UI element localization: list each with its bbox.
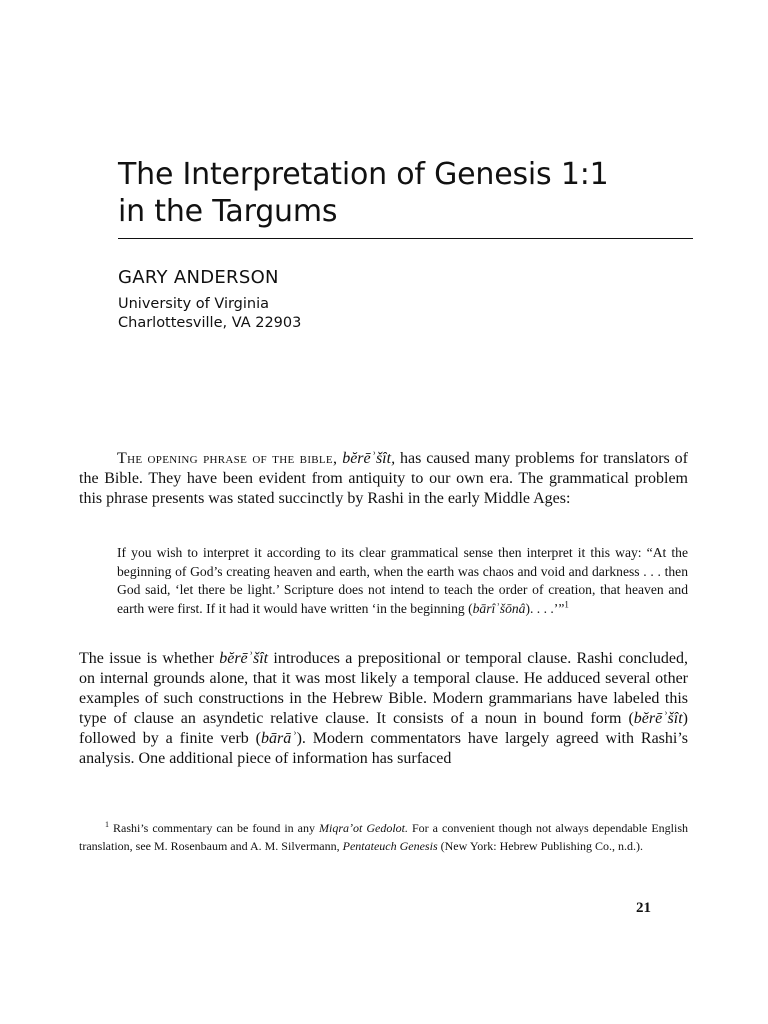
paragraph-text: ) followed by a finite verb (	[79, 710, 688, 747]
article-title	[118, 156, 698, 230]
second-paragraph	[79, 649, 688, 769]
hebrew-term: bĕrēʾšît	[219, 650, 269, 667]
title-line-2: in the Targums	[118, 194, 338, 229]
author-affiliation	[118, 295, 301, 333]
paragraph-text: The issue is whether	[79, 650, 220, 667]
rashi-block-quote	[117, 544, 688, 618]
hebrew-term: bĕrēʾšît,	[342, 450, 396, 467]
hebrew-term: bĕrēʾšît	[633, 710, 683, 727]
opening-smallcaps: The opening phrase of the bible,	[117, 450, 338, 467]
title-rule	[118, 238, 693, 239]
footnote-text: (New York: Hebrew Publishing Co., n.d.).	[437, 838, 643, 853]
footnote-italic-title: Miqraʼot Gedolot.	[319, 821, 408, 835]
footnote-italic-title: Pentateuch Genesis	[342, 838, 438, 853]
title-line-1: The Interpretation of Genesis 1:1	[118, 157, 609, 192]
hebrew-term: bārāʾ	[261, 730, 297, 747]
author-name: GARY ANDERSON	[118, 267, 279, 288]
affiliation-institution: University of Virginia	[118, 296, 270, 312]
footnote-text: For a convenient though not always dependable English translation, see M. Rosenbaum and A. M. Silvermann,	[79, 821, 688, 853]
paragraph-text: ). Modern commentators have largely agreed with Rashi’s analysis. One additional piece of information has surfaced	[79, 730, 689, 767]
affiliation-address: Charlottesville, VA 22903	[118, 315, 302, 331]
quote-text: If you wish to interpret it according to its clear grammatical sense then interpret it this way: “At the beginning of God’s creating heaven and earth, when the earth was chaos and void and darkness . . . then God said, ‘let there be light.’ Scripture does not intend to teach the order of creation, that heaven and earth were first. If it had it would have written ‘in the beginning (	[117, 545, 688, 616]
footnote-text: Rashi’s commentary can be found in any	[113, 821, 319, 835]
footnote-reference[interactable]: 1	[564, 599, 569, 610]
hebrew-term: bārîʾšōnâ	[472, 600, 526, 616]
paragraph-text: introduces a prepositional or temporal clause. Rashi concluded, on internal grounds alone, that it was most likely a temporal clause. He adduced several other examples of such constructions in the Hebrew Bible. Modern grammarians have labeled this type of clause an asyndetic relative clause. It consists of a noun in bound form (	[79, 650, 689, 727]
page-number: 21	[636, 900, 651, 916]
paragraph-text: has caused many problems for translators of the Bible. They have been evident from antiquity to our own era. The grammatical problem this phrase presents was stated succinctly by Rashi in the early Middle Ages:	[79, 450, 689, 507]
quote-tail: ). . . .’”	[525, 600, 565, 616]
opening-paragraph	[79, 449, 688, 509]
footnote-number: 1	[105, 820, 109, 829]
footnote-1	[79, 816, 688, 855]
